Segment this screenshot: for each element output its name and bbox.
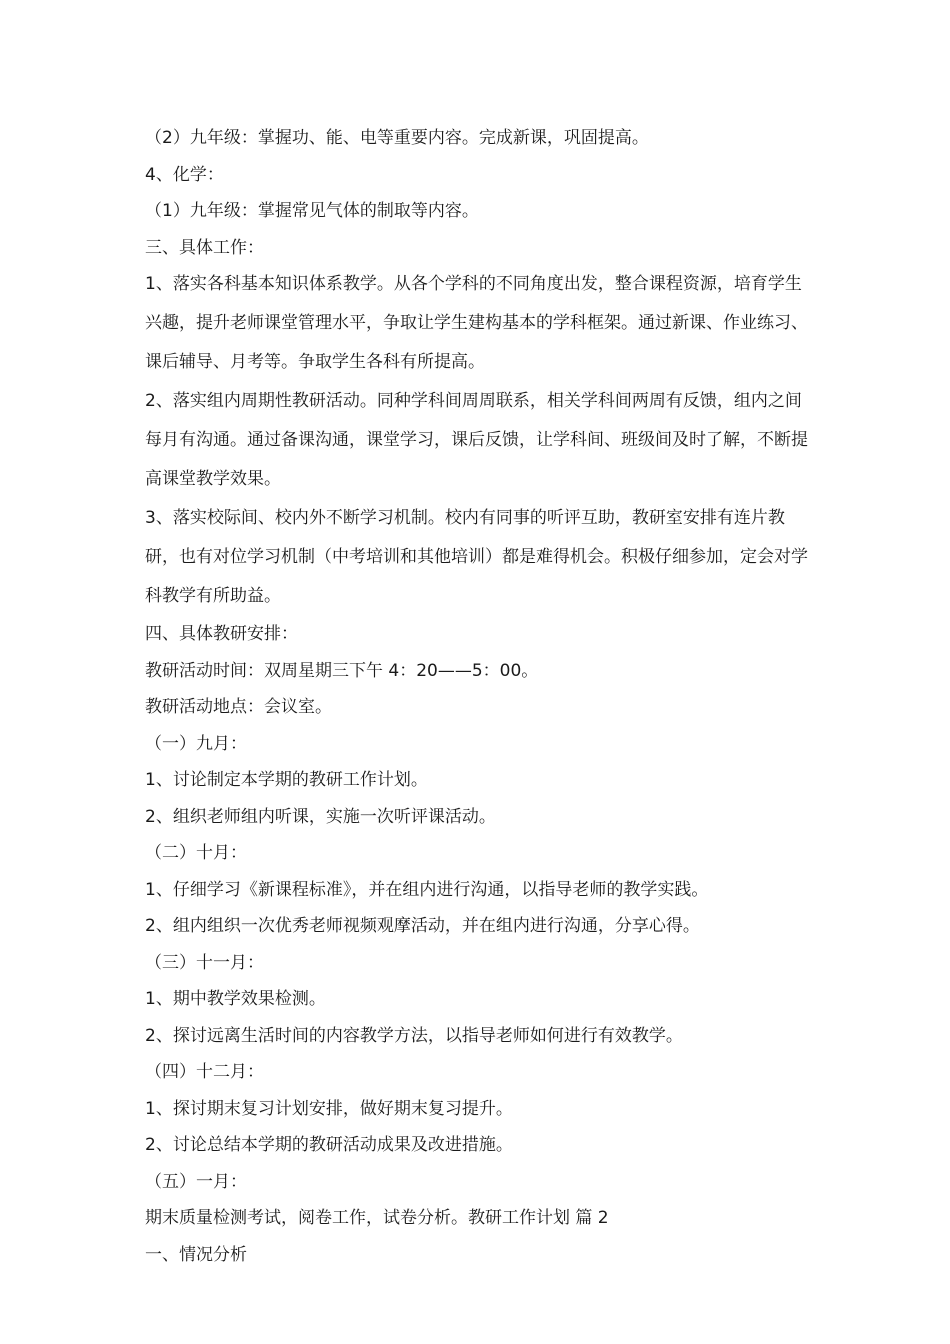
section-heading-specific-work: 三、具体工作： bbox=[145, 237, 264, 258]
paragraph-chemistry-grade9: （1）九年级：掌握常见气体的制取等内容。 bbox=[145, 201, 479, 221]
paragraph-physics-grade9: （2）九年级：掌握功、能、电等重要内容。完成新课，巩固提高。 bbox=[145, 128, 649, 148]
list-item: 1、讨论制定本学期的教研工作计划。 bbox=[145, 770, 428, 790]
section-heading-situation-analysis: 一、情况分析 bbox=[145, 1244, 247, 1265]
month-heading-september: （一）九月： bbox=[145, 733, 247, 754]
heading-chemistry: 4、化学： bbox=[145, 164, 224, 185]
list-item: 2、探讨远离生活时间的内容教学方法，以指导老师如何进行有效教学。 bbox=[145, 1025, 683, 1046]
month-heading-january: （五）一月： bbox=[145, 1171, 247, 1192]
document-body bbox=[145, 120, 810, 1273]
paragraph-january-and-plan-2-title: 期末质量检测考试，阅卷工作，试卷分析。教研工作计划 篇 2 bbox=[145, 1208, 609, 1228]
activity-location: 教研活动地点：会议室。 bbox=[145, 697, 332, 717]
month-heading-october: （二）十月： bbox=[145, 843, 247, 863]
list-item: 1、期中教学效果检测。 bbox=[145, 989, 326, 1009]
section-heading-schedule: 四、具体教研安排： bbox=[145, 624, 298, 644]
list-item: 2、组织老师组内听课，实施一次听评课活动。 bbox=[145, 806, 496, 827]
list-item: 2、讨论总结本学期的教研活动成果及改进措施。 bbox=[145, 1135, 513, 1155]
list-item: 2、组内组织一次优秀老师视频观摩活动，并在组内进行沟通，分享心得。 bbox=[145, 916, 700, 936]
paragraph-work-item-2: 2、落实组内周期性教研活动。同种学科间周周联系，相关学科间两周有反馈，组内之间每月有沟通。通过备课沟通，课堂学习，课后反馈，让学科间、班级间及时了解，不断提高课堂教学效果。 bbox=[145, 391, 808, 489]
list-item: 1、探讨期末复习计划安排，做好期末复习提升。 bbox=[145, 1098, 513, 1119]
month-heading-december: （四）十二月： bbox=[145, 1062, 264, 1082]
paragraph-work-item-3: 3、落实校际间、校内外不断学习机制。校内有同事的听评互助，教研室安排有连片教研，也有对位学习机制（中考培训和其他培训）都是难得机会。积极仔细参加，定会对学科教学有所助益。 bbox=[145, 508, 808, 606]
list-item: 1、仔细学习《新课程标准》，并在组内进行沟通，以指导老师的教学实践。 bbox=[145, 879, 709, 900]
activity-time: 教研活动时间：双周星期三下午 4：20——5：00。 bbox=[145, 660, 539, 681]
month-heading-november: （三）十一月： bbox=[145, 952, 264, 973]
paragraph-work-item-1: 1、落实各科基本知识体系教学。从各个学科的不同角度出发，整合课程资源，培育学生兴趣，提升老师课堂管理水平，争取让学生建构基本的学科框架。通过新课、作业练习、课后辅导、月考等。争取学生各科有所提高。 bbox=[145, 274, 808, 372]
